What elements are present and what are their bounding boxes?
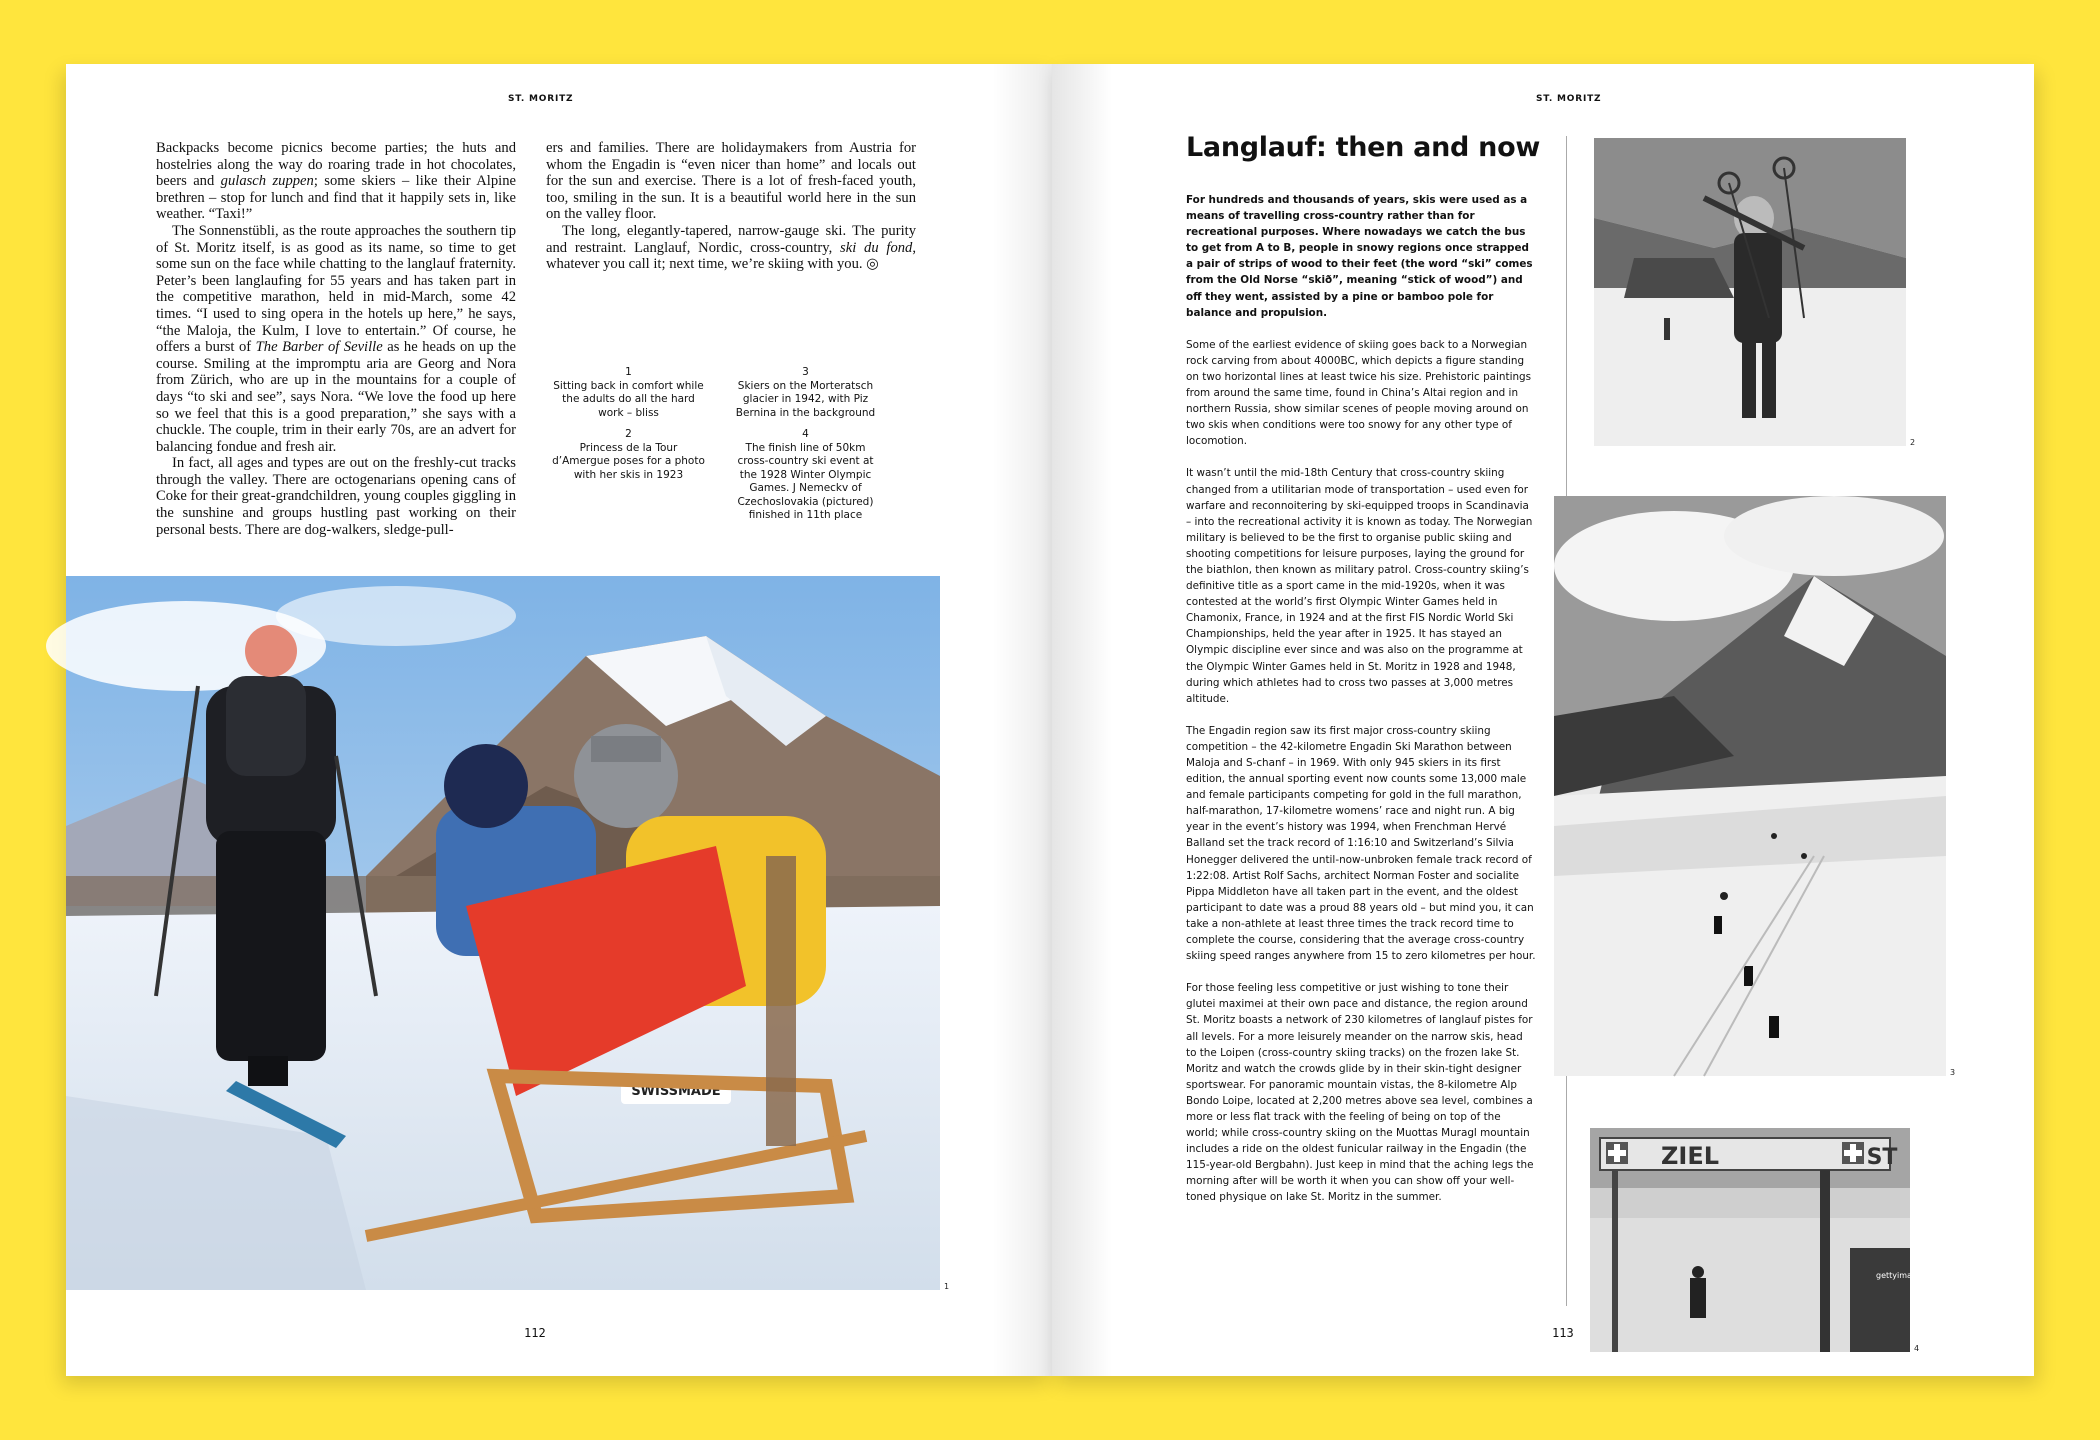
photo-number-2: 2 <box>1910 438 1916 447</box>
article-column-2 <box>546 140 916 273</box>
running-head-left: ST. MORITZ <box>508 94 574 104</box>
finish-banner-text: ZIEL <box>1660 1142 1720 1170</box>
photo-number-3: 3 <box>1950 1068 1956 1077</box>
caption-2: 2 Princess de la Tour d’Amergue poses for a photo with her skis in 1923 <box>552 428 705 481</box>
page-number-left: 112 <box>524 1326 546 1340</box>
paragraph: The long, elegantly-tapered, narrow-gauge ski. The purity and restraint. Langlauf, Nordic, cross-country, ski du fond, whatever you call it; next time, we’re skiing with you. ◎ <box>546 222 916 273</box>
left-page <box>66 64 1052 1376</box>
page-number-right: 113 <box>1552 1326 1574 1340</box>
paragraph: Backpacks become picnics become parties; the huts and hostelries along the way do roaring trade in hot chocolates, beers and gulasch zuppen; some skiers – like their Alpine brethren – stop for lunch and find that it happily sets in, like weather. “Taxi!” <box>156 140 516 223</box>
caption-3: 3 Skiers on the Morteratsch glacier in 1942, with Piz Bernina in the background <box>735 366 876 419</box>
intro-paragraph: For hundreds and thousands of years, skis were used as a means of travelling cross-country rather than for recreational purposes. Where nowadays we catch the bus to get from A to B, people in snowy regions once strapped a pair of strips of wood to their feet (the word “ski” comes from the Old Norse “skið”, meaning “stick of wood”) and off they went, assisted by a pine or bamboo pole for balance and propulsion. <box>1186 194 1533 319</box>
right-page-gutter-shadow <box>1052 64 1112 1376</box>
paragraph: The Engadin region saw its first major cross-country skiing competition – the 42-kilometre Engadin Ski Marathon between Maloja and S-chanf – in 1969. With only 945 skiers in its first edition, the annual sporting event now counts some 13,000 male and female participants competing for gold in the full marathon, half-marathon, 17-kilometre womens’ race and night run. A big year in the event’s history was 1994, when Frenchman Hervé Balland set the track record of 1:16:10 and Switzerland’s Silvia Honegger delivered the until-now-unbroken female track record of 1:22:08. Artist Rolf Sachs, architect Norman Foster and socialite Pippa Middleton have all taken part in the event, and the oldest participant to date was a proud 88 years old – but mind you, it can take a non-athlete at least three times the track record time to complete the course, considering that the average cross-country skiing speed ranges anywhere from 15 to zero kilometres per hour. <box>1186 724 1536 963</box>
photo-number-1: 1 <box>944 1282 950 1291</box>
left-page-gutter-shadow <box>992 64 1052 1376</box>
caption-4: 4 The finish line of 50km cross-country ski event at the 1928 Winter Olympic Games. J Nemeckv of Czechoslovakia (pictured) finished in 11th place <box>737 428 874 521</box>
paragraph: Some of the earliest evidence of skiing goes back to a Norwegian rock carving from about 4000BC, which depicts a figure standing on two horizontal lines at least twice his size. Prehistoric paintings from around the same time, found in China’s Altai region and in northern Russia, show similar scenes of people moving around on two skis when conditions were too snowy for any other type of locomotion. <box>1186 338 1532 448</box>
photo-princess-skis <box>1594 138 1906 446</box>
caption-1: 1 Sitting back in comfort while the adults do all the hard work – bliss <box>553 366 704 419</box>
running-head-right: ST. MORITZ <box>1536 94 1602 104</box>
article-column-1 <box>156 140 516 538</box>
paragraph: The Sonnenstübli, as the route approaches the southern tip of St. Moritz itself, is as good as its name, so time to get some sun on the face while chatting to the langlauf fraternity. Peter’s been langlaufing for 55 years and has taken part in the competitive marathon, held in mid-March, some 42 times. “I used to sing opera in the hotels up here,” he says, “the Maloja, the Kulm, I love to entertain.” Of course, he offers a burst of The Barber of Seville as he heads on up the course. Smiling at the impromptu aria are Georg and Nora from Zürich, who are up in the mountains for a couple of days “to ski and see”, says Nora. “We love the food up here so we feel that this is a good preparation,” she says with a chuckle. The couple, trim in their early 70s, are an advert for balancing fondue and fresh air. <box>156 222 516 455</box>
article-body <box>1186 192 1536 1222</box>
paragraph: In fact, all ages and types are out on the freshly-cut tracks through the valley. There are octogenarians opening cans of Coke for their great-grandchildren, young couples giggling in the sunshine and groups hustling past working on their personal bests. There are dog-walkers, sledge-pull- <box>156 455 516 538</box>
photo-morteratsch-glacier <box>1554 496 1946 1076</box>
finish-banner-text-right: ST <box>1866 1145 1898 1170</box>
paragraph: For those feeling less competitive or just wishing to tone their glutei maximei at their own pace and distance, the region around St. Moritz boasts a network of 230 kilometres of langlauf pistes for all levels. For a more leisurely meander on the narrow skis, head to the Loipen (cross-country skiing tracks) on the frozen lake St. Moritz and watch the crowds glide by in their skin-tight designer sportswear. For panoramic mountain vistas, the 8-kilometre Alp Bondo Loipe, located at 2,200 metres above sea level, combines a more or less flat track with the feeling of being on top of the world; while cross-country skiing on the Muottas Muragl mountain includes a ride on the oldest funicular railway in the Engadin (the 115-year-old Bergbahn). Just keep in mind that the aching legs the morning after will be worth it when you can show off your well-toned physique on lake St. Moritz in the summer. <box>1186 982 1534 1204</box>
photo-captions <box>552 366 882 523</box>
photo-1928-finish-line <box>1590 1128 1927 1352</box>
watermark-text: gettyimages <box>1876 1271 1927 1280</box>
paragraph: It wasn’t until the mid-18th Century that cross-country skiing changed from a utilitarian mode of transportation – used even for warfare and reconnoitering by ski-equipped troops in Scandinavia – into the recreational activity it is known as today. The Norwegian military is believed to be the first to organise public skiing and shooting competitions for leisure purposes, laying the ground for the biathlon, then known as military patrol. Cross-country skiing’s definitive title as a sport came in the mid-1920s, when it was contested at the world’s first Olympic Winter Games held in Chamonix, France, in 1924 and at the first FIS Nordic World Ski Championships, held the year after in 1925. It has stayed an Olympic discipline ever since and was also on the programme at the Olympic Winter Games held in St. Moritz in 1928 and 1948, during which athletes had to cross two passes at 3,000 metres altitude. <box>1186 467 1533 705</box>
sled-label: SWISSMADE <box>631 1084 721 1099</box>
article-headline: Langlauf: then and now <box>1186 132 1540 163</box>
photo-sled-children <box>66 576 940 1290</box>
right-page <box>1052 64 2034 1376</box>
photo-number-4: 4 <box>1914 1344 1920 1353</box>
paragraph: ers and families. There are holidaymakers from Austria for whom the Engadin is “even nicer than home” and locals out for the sun and exercise. There is a lot of fresh-faced youth, too, smiling in the sun. It is a beautiful world here in the sun on the valley floor. <box>546 140 916 223</box>
